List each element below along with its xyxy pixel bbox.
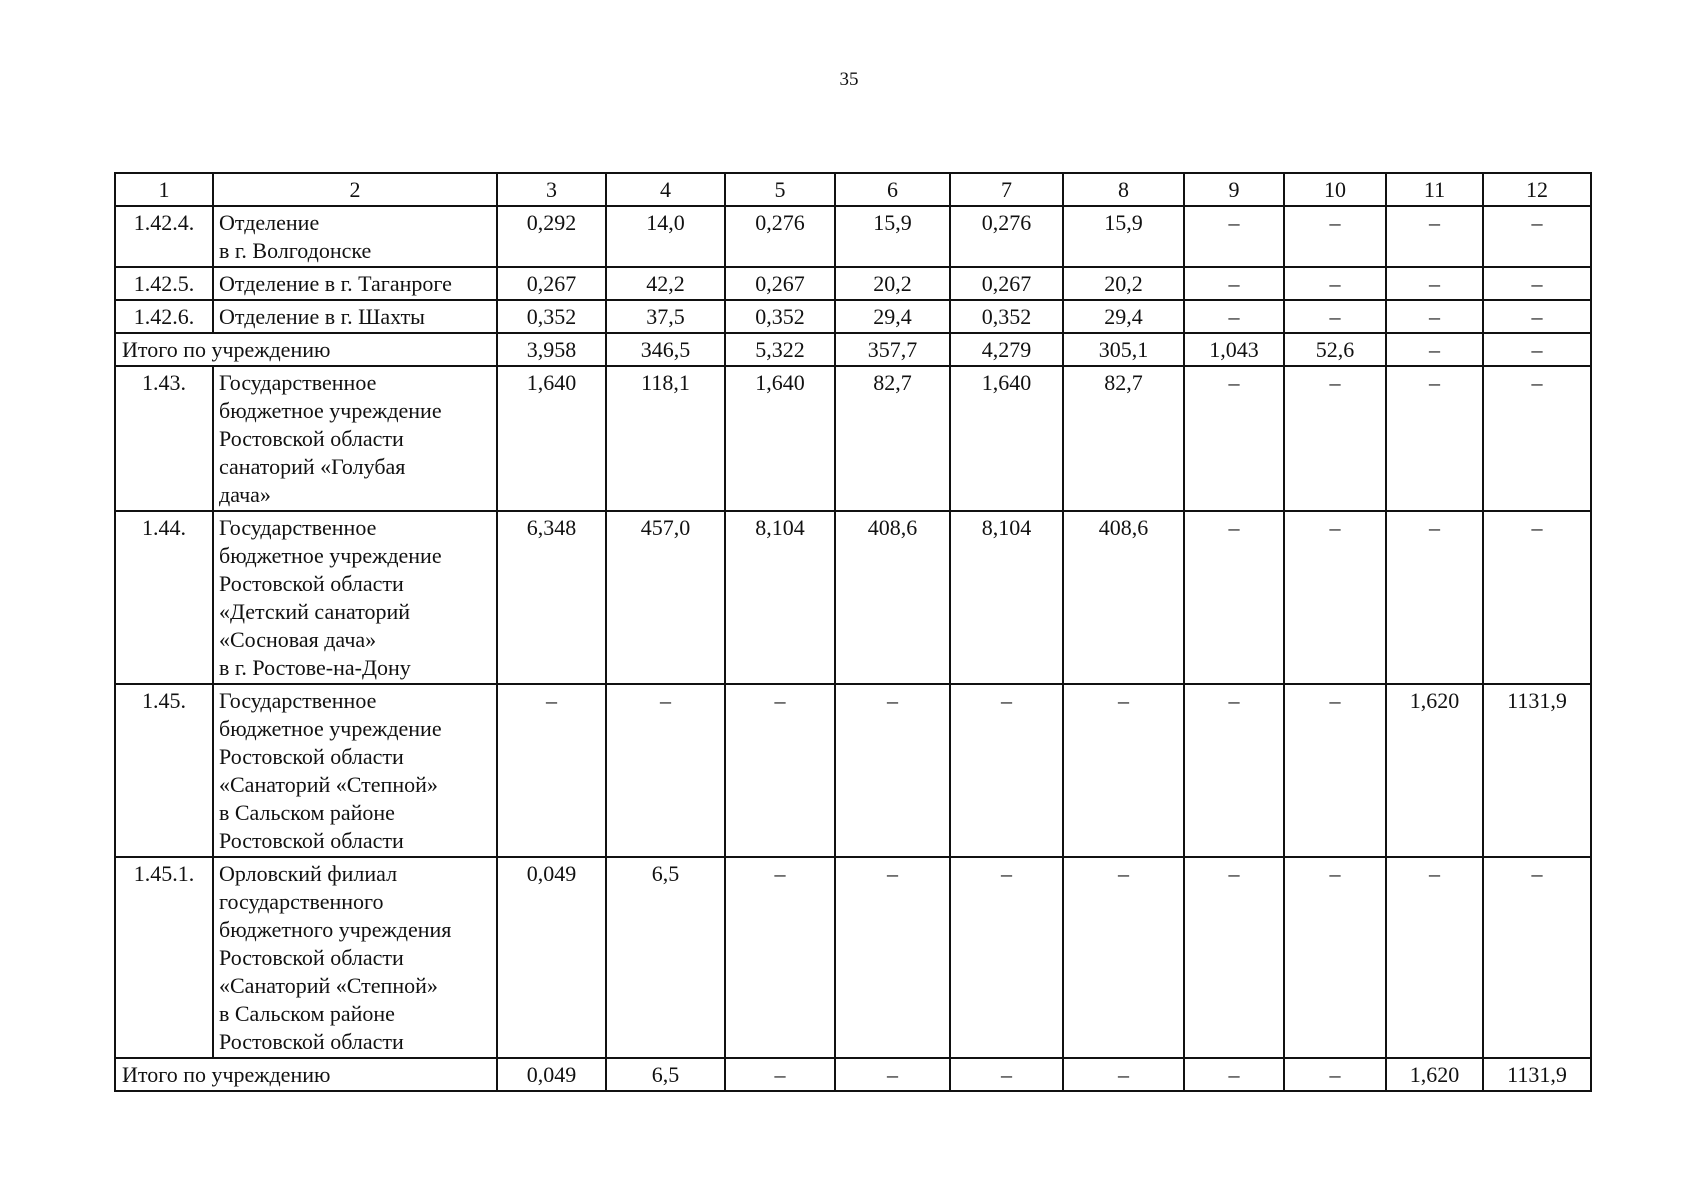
value-cell-col-5: 0,352 (725, 300, 835, 333)
value-cell-col-11: – (1386, 206, 1483, 267)
value-cell-col-12: – (1483, 857, 1591, 1058)
value-cell-col-3: 0,267 (497, 267, 606, 300)
value-cell-col-11: – (1386, 511, 1483, 684)
total-label: Итого по учреждению (115, 333, 497, 366)
value-cell-col-7: 4,279 (950, 333, 1063, 366)
value-cell-col-5: 0,276 (725, 206, 835, 267)
row-institution-name: Орловский филиал государственного бюджетного учреждения Ростовской области «Санаторий «Степной» в Сальском районе Ростовской области (213, 857, 497, 1058)
row-code: 1.43. (115, 366, 213, 511)
value-cell-col-10: – (1284, 857, 1386, 1058)
value-cell-col-3: 0,049 (497, 857, 606, 1058)
value-cell-col-9: – (1184, 300, 1284, 333)
value-cell-col-7: 0,352 (950, 300, 1063, 333)
value-cell-col-6: 20,2 (835, 267, 950, 300)
value-cell-col-4: – (606, 684, 725, 857)
value-cell-col-7: 1,640 (950, 366, 1063, 511)
row-institution-name: Отделение в г. Таганроге (213, 267, 497, 300)
value-cell-col-12: – (1483, 333, 1591, 366)
value-cell-col-5: 0,267 (725, 267, 835, 300)
total-row (115, 333, 1591, 366)
value-cell-col-7: – (950, 857, 1063, 1058)
row-institution-name: Государственное бюджетное учреждение Ростовской области санаторий «Голубая дача» (213, 366, 497, 511)
value-cell-col-6: 408,6 (835, 511, 950, 684)
column-number-header: 1 (115, 173, 213, 206)
value-cell-col-9: – (1184, 857, 1284, 1058)
value-cell-col-8: – (1063, 1058, 1184, 1091)
value-cell-col-11: – (1386, 366, 1483, 511)
table-row (115, 206, 1591, 267)
value-cell-col-10: – (1284, 206, 1386, 267)
value-cell-col-10: – (1284, 1058, 1386, 1091)
row-code: 1.42.5. (115, 267, 213, 300)
table-header-row (115, 173, 1591, 206)
data-table (114, 172, 1592, 1092)
value-cell-col-6: – (835, 1058, 950, 1091)
value-cell-col-10: – (1284, 511, 1386, 684)
value-cell-col-10: 52,6 (1284, 333, 1386, 366)
value-cell-col-9: 1,043 (1184, 333, 1284, 366)
value-cell-col-4: 6,5 (606, 1058, 725, 1091)
value-cell-col-11: – (1386, 333, 1483, 366)
value-cell-col-9: – (1184, 267, 1284, 300)
column-number-header: 5 (725, 173, 835, 206)
value-cell-col-12: – (1483, 366, 1591, 511)
row-institution-name: Отделение в г. Шахты (213, 300, 497, 333)
column-number-header: 8 (1063, 173, 1184, 206)
table-row (115, 684, 1591, 857)
value-cell-col-6: 357,7 (835, 333, 950, 366)
value-cell-col-8: 29,4 (1063, 300, 1184, 333)
value-cell-col-6: 15,9 (835, 206, 950, 267)
column-number-header: 10 (1284, 173, 1386, 206)
value-cell-col-5: – (725, 684, 835, 857)
column-number-header: 11 (1386, 173, 1483, 206)
column-number-header: 4 (606, 173, 725, 206)
value-cell-col-3: 0,352 (497, 300, 606, 333)
value-cell-col-9: – (1184, 206, 1284, 267)
value-cell-col-8: 20,2 (1063, 267, 1184, 300)
value-cell-col-7: 8,104 (950, 511, 1063, 684)
value-cell-col-3: 0,292 (497, 206, 606, 267)
value-cell-col-10: – (1284, 300, 1386, 333)
value-cell-col-9: – (1184, 366, 1284, 511)
value-cell-col-3: 6,348 (497, 511, 606, 684)
value-cell-col-11: – (1386, 857, 1483, 1058)
column-number-header: 12 (1483, 173, 1591, 206)
value-cell-col-4: 6,5 (606, 857, 725, 1058)
value-cell-col-8: 82,7 (1063, 366, 1184, 511)
column-number-header: 3 (497, 173, 606, 206)
row-code: 1.44. (115, 511, 213, 684)
value-cell-col-7: 0,276 (950, 206, 1063, 267)
value-cell-col-7: 0,267 (950, 267, 1063, 300)
row-code: 1.42.6. (115, 300, 213, 333)
row-code: 1.45. (115, 684, 213, 857)
value-cell-col-12: 1131,9 (1483, 684, 1591, 857)
value-cell-col-5: 5,322 (725, 333, 835, 366)
value-cell-col-12: 1131,9 (1483, 1058, 1591, 1091)
value-cell-col-7: – (950, 684, 1063, 857)
value-cell-col-4: 14,0 (606, 206, 725, 267)
value-cell-col-5: 1,640 (725, 366, 835, 511)
page-number: 35 (839, 69, 859, 90)
value-cell-col-7: – (950, 1058, 1063, 1091)
column-number-header: 9 (1184, 173, 1284, 206)
value-cell-col-10: – (1284, 366, 1386, 511)
value-cell-col-8: 408,6 (1063, 511, 1184, 684)
row-code: 1.42.4. (115, 206, 213, 267)
table-row (115, 300, 1591, 333)
value-cell-col-5: – (725, 857, 835, 1058)
row-institution-name: Отделение в г. Волгодонске (213, 206, 497, 267)
value-cell-col-3: – (497, 684, 606, 857)
value-cell-col-8: – (1063, 857, 1184, 1058)
value-cell-col-6: – (835, 857, 950, 1058)
value-cell-col-4: 457,0 (606, 511, 725, 684)
value-cell-col-5: 8,104 (725, 511, 835, 684)
table-row (115, 366, 1591, 511)
total-row (115, 1058, 1591, 1091)
value-cell-col-4: 346,5 (606, 333, 725, 366)
value-cell-col-12: – (1483, 206, 1591, 267)
value-cell-col-8: – (1063, 684, 1184, 857)
value-cell-col-11: 1,620 (1386, 1058, 1483, 1091)
value-cell-col-11: – (1386, 267, 1483, 300)
table-body (115, 173, 1591, 1091)
column-number-header: 6 (835, 173, 950, 206)
value-cell-col-4: 42,2 (606, 267, 725, 300)
total-label: Итого по учреждению (115, 1058, 497, 1091)
value-cell-col-4: 37,5 (606, 300, 725, 333)
row-code: 1.45.1. (115, 857, 213, 1058)
value-cell-col-11: 1,620 (1386, 684, 1483, 857)
column-number-header: 2 (213, 173, 497, 206)
value-cell-col-3: 1,640 (497, 366, 606, 511)
value-cell-col-6: 82,7 (835, 366, 950, 511)
value-cell-col-11: – (1386, 300, 1483, 333)
value-cell-col-3: 0,049 (497, 1058, 606, 1091)
column-number-header: 7 (950, 173, 1063, 206)
table-row (115, 267, 1591, 300)
value-cell-col-12: – (1483, 267, 1591, 300)
table-row (115, 857, 1591, 1058)
value-cell-col-8: 305,1 (1063, 333, 1184, 366)
table-row (115, 511, 1591, 684)
value-cell-col-10: – (1284, 684, 1386, 857)
row-institution-name: Государственное бюджетное учреждение Ростовской области «Санаторий «Степной» в Сальском районе Ростовской области (213, 684, 497, 857)
value-cell-col-8: 15,9 (1063, 206, 1184, 267)
value-cell-col-9: – (1184, 1058, 1284, 1091)
value-cell-col-9: – (1184, 684, 1284, 857)
value-cell-col-6: – (835, 684, 950, 857)
row-institution-name: Государственное бюджетное учреждение Ростовской области «Детский санаторий «Сосновая дача» в г. Ростове-на-Дону (213, 511, 497, 684)
value-cell-col-6: 29,4 (835, 300, 950, 333)
value-cell-col-10: – (1284, 267, 1386, 300)
value-cell-col-12: – (1483, 300, 1591, 333)
value-cell-col-12: – (1483, 511, 1591, 684)
value-cell-col-9: – (1184, 511, 1284, 684)
value-cell-col-5: – (725, 1058, 835, 1091)
value-cell-col-3: 3,958 (497, 333, 606, 366)
value-cell-col-4: 118,1 (606, 366, 725, 511)
